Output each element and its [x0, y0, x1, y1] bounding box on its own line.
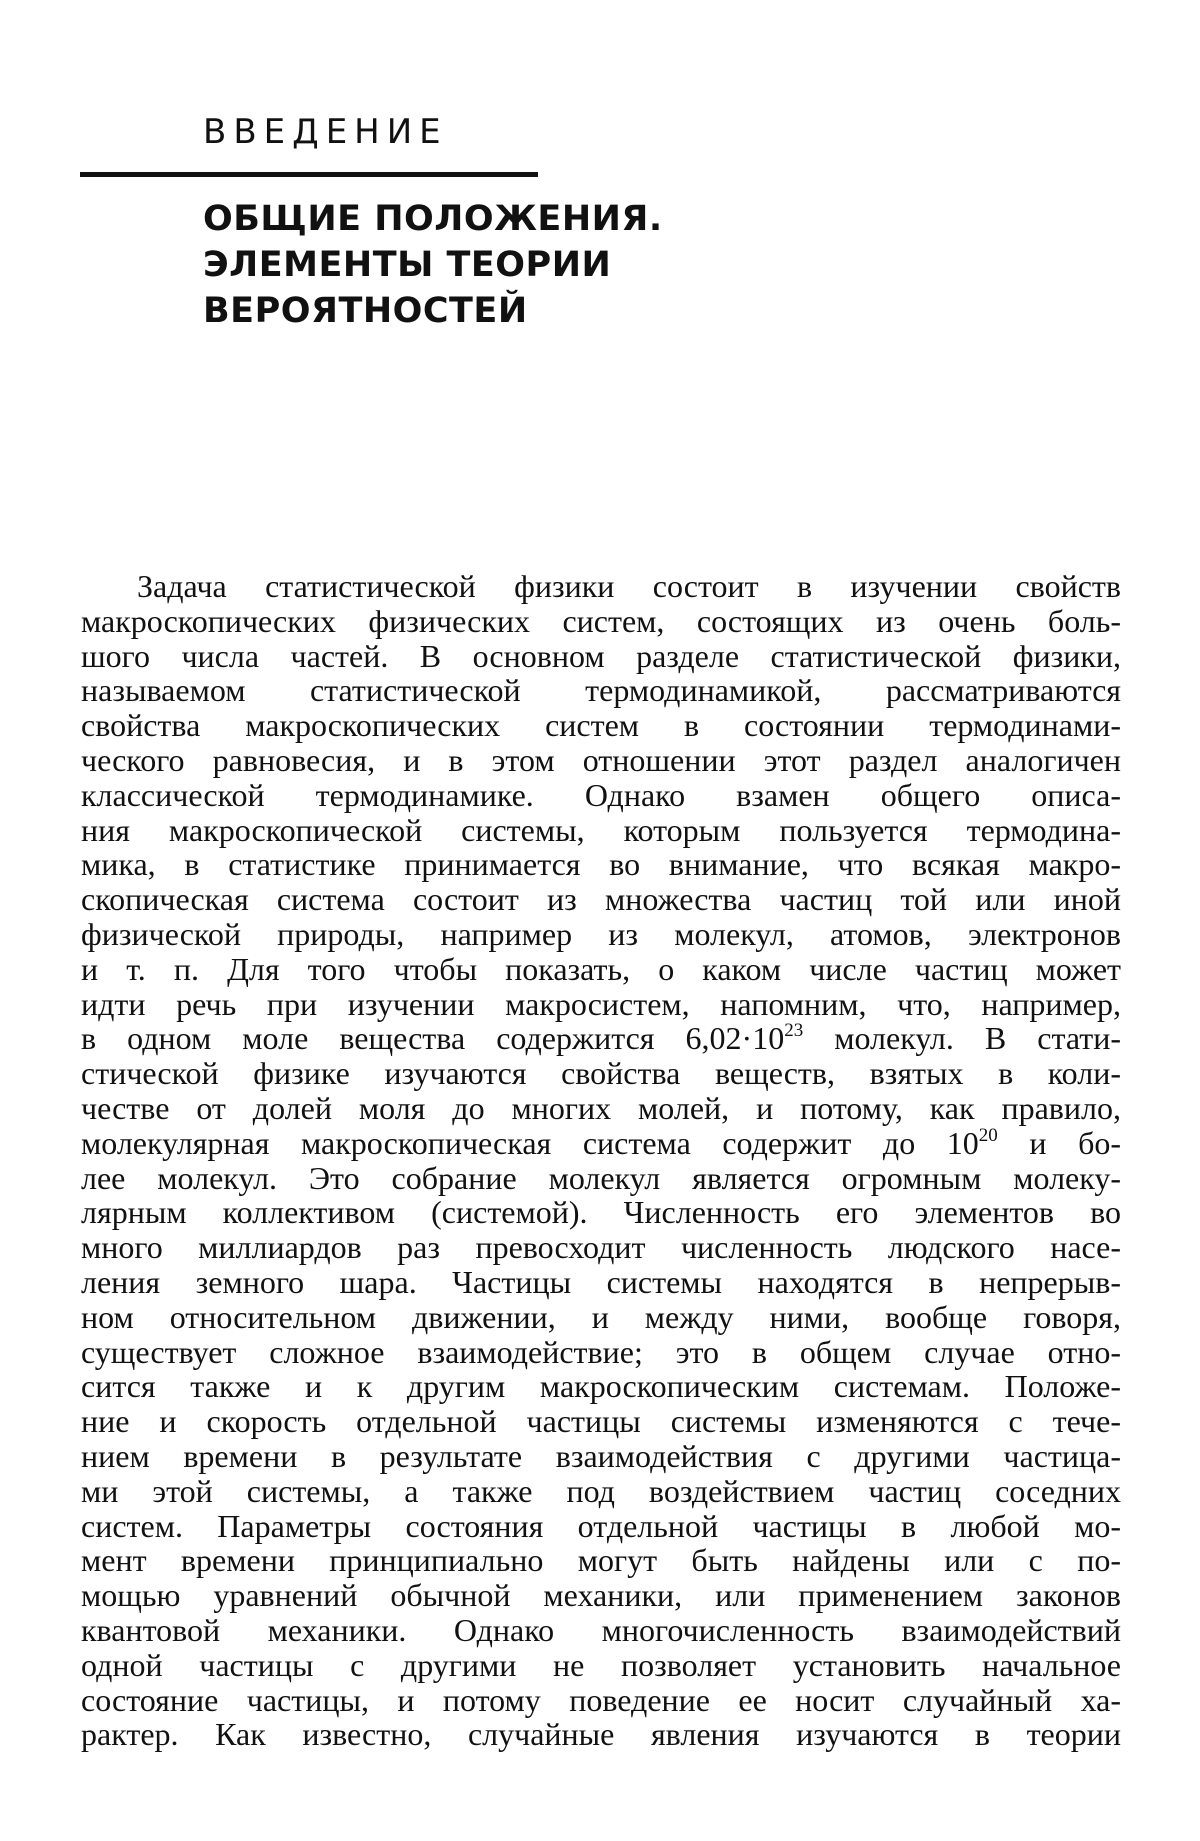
- text-line: лее молекул. Это собрание молекул является огромным молеку-: [81, 1159, 1121, 1196]
- text-line: классической термодинамике. Однако взамен общего описа-: [81, 776, 1121, 813]
- text-line: ном относительном движении, и между ними, вообще говоря,: [81, 1298, 1121, 1335]
- body-paragraph: [81, 569, 1121, 1752]
- text-line: называемом статистической термодинамикой, рассматриваются: [81, 672, 1121, 709]
- text-line: физической природы, например из молекул, атомов, электронов: [81, 915, 1121, 952]
- text-line: состояние частицы, и потому поведение ее носит случайный ха-: [81, 1681, 1121, 1718]
- text-line: много миллиардов раз превосходит численность людского насе-: [81, 1229, 1121, 1266]
- text-line: идти речь при изучении макросистем, напомним, что, например,: [81, 985, 1121, 1022]
- exponent: 20: [978, 1124, 998, 1146]
- text-line: квантовой механики. Однако многочисленность взаимодействий: [81, 1611, 1121, 1648]
- text-line: макроскопических физических систем, состоящих из очень боль-: [81, 602, 1121, 639]
- text-line: одной частицы с другими не позволяет установить начальное: [81, 1646, 1121, 1683]
- text-line: рактер. Как известно, случайные явления изучаются в теории: [81, 1716, 1121, 1753]
- subtitle-line: ЭЛЕМЕНТЫ ТЕОРИИ: [203, 245, 612, 285]
- text-line: мощью уравнений обычной механики, или применением законов: [81, 1577, 1121, 1614]
- text-line: нием времени в результате взаимодействия с другими частица-: [81, 1437, 1121, 1474]
- text-line: ние и скорость отдельной частицы системы изменяются с тече-: [81, 1403, 1121, 1440]
- text-line: честве от долей моля до многих молей, и потому, как правило,: [81, 1089, 1121, 1126]
- text-fragment: молекулярная макроскопическая система содержит до 10: [81, 1124, 979, 1161]
- text-line: свойства макроскопических систем в состоянии термодинами-: [81, 707, 1121, 744]
- text-line: Задача статистической физики состоит в изучении свойств: [137, 568, 1121, 604]
- text-line: существует сложное взаимодействие; это в общем случае отно-: [81, 1333, 1121, 1370]
- subtitle-line: ВЕРОЯТНОСТЕЙ: [203, 291, 528, 331]
- text-line: ления земного шара. Частицы системы находятся в непрерыв-: [81, 1263, 1121, 1300]
- text-fragment: в одном моле вещества содержится 6,02·10: [81, 1020, 785, 1057]
- exponent: 23: [784, 1020, 804, 1042]
- text-line: систем. Параметры состояния отдельной частицы в любой мо-: [81, 1507, 1121, 1544]
- text-fragment: и бо-: [997, 1124, 1122, 1161]
- text-line: стической физике изучаются свойства веществ, взятых в коли-: [81, 1055, 1121, 1092]
- text-line: [81, 1021, 1121, 1056]
- text-line: мент времени принципиально могут быть найдены или с по-: [81, 1542, 1121, 1579]
- text-line: ческого равновесия, и в этом отношении этот раздел аналогичен: [81, 741, 1121, 778]
- text-line: мика, в статистике принимается во внимание, что всякая макро-: [81, 846, 1121, 883]
- section-subtitle: [203, 196, 663, 334]
- text-line: [81, 1126, 1121, 1161]
- text-line: лярным коллективом (системой). Численность его элементов во: [81, 1194, 1121, 1231]
- subtitle-line: ОБЩИЕ ПОЛОЖЕНИЯ.: [203, 199, 663, 239]
- text-line: ния макроскопической системы, которым пользуется термодина-: [81, 811, 1121, 848]
- text-line: шого числа частей. В основном разделе статистической физики,: [81, 637, 1121, 674]
- heading-rule: [80, 172, 538, 177]
- text-line: ми этой системы, а также под воздействием частиц соседних: [81, 1472, 1121, 1509]
- chapter-title: ВВЕДЕНИЕ: [203, 112, 448, 152]
- text-fragment: молекул. В стати-: [803, 1020, 1121, 1057]
- text-line: и т. п. Для того чтобы показать, о каком числе частиц может: [81, 950, 1121, 987]
- text-line: скопическая система состоит из множества частиц той или иной: [81, 881, 1121, 918]
- text-line: сится также и к другим макроскопическим системам. Положе-: [81, 1368, 1121, 1405]
